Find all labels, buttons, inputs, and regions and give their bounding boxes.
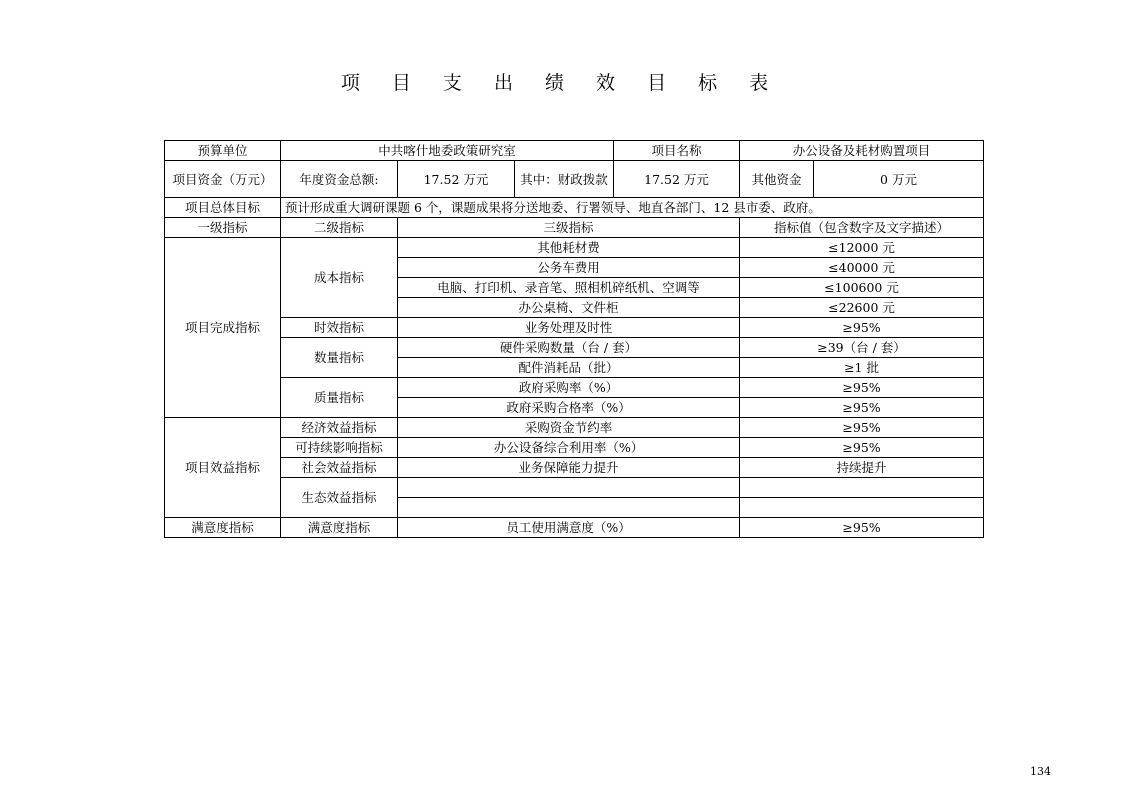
value-cell: ≥95% xyxy=(740,378,984,398)
table-row xyxy=(165,338,984,358)
value-cell: ≤22600 元 xyxy=(740,298,984,318)
group-benefit: 项目效益指标 xyxy=(165,418,281,518)
budget-unit-label: 预算单位 xyxy=(165,141,281,161)
column-header-row xyxy=(165,218,984,238)
table-row xyxy=(165,518,984,538)
table-row xyxy=(165,478,984,498)
value-cell: ≥39（台 / 套） xyxy=(740,338,984,358)
value-cell: ≤40000 元 xyxy=(740,258,984,278)
column-header-value: 指标值（包含数字及文字描述） xyxy=(740,218,984,238)
level3-cell: 其他耗材费 xyxy=(398,238,740,258)
level3-cell: 业务处理及时性 xyxy=(398,318,740,338)
value-cell: ≥95% xyxy=(740,438,984,458)
level2-satisfaction: 满意度指标 xyxy=(281,518,398,538)
level2-cost: 成本指标 xyxy=(281,238,398,318)
fiscal-funds-value: 17.52 万元 xyxy=(614,161,740,198)
funds-label: 项目资金（万元） xyxy=(165,161,281,198)
level2-social: 社会效益指标 xyxy=(281,458,398,478)
level3-cell xyxy=(398,498,740,518)
other-funds-value: 0 万元 xyxy=(814,161,984,198)
performance-target-table xyxy=(164,140,984,538)
value-cell: 持续提升 xyxy=(740,458,984,478)
level2-ecological: 生态效益指标 xyxy=(281,478,398,518)
level3-cell: 办公设备综合利用率（%） xyxy=(398,438,740,458)
level3-cell: 硬件采购数量（台 / 套） xyxy=(398,338,740,358)
table-row xyxy=(165,238,984,258)
value-cell xyxy=(740,478,984,498)
goal-label: 项目总体目标 xyxy=(165,198,281,218)
level3-cell: 公务车费用 xyxy=(398,258,740,278)
project-name-label: 项目名称 xyxy=(614,141,740,161)
level3-cell xyxy=(398,478,740,498)
value-cell: ≤12000 元 xyxy=(740,238,984,258)
column-header-level2: 二级指标 xyxy=(281,218,398,238)
goal-row xyxy=(165,198,984,218)
fiscal-funds-label: 其中：财政拨款 xyxy=(515,161,614,198)
value-cell xyxy=(740,498,984,518)
level2-quality: 质量指标 xyxy=(281,378,398,418)
project-name-value: 办公设备及耗材购置项目 xyxy=(740,141,984,161)
value-cell: ≥95% xyxy=(740,318,984,338)
other-funds-label: 其他资金 xyxy=(740,161,814,198)
table-row xyxy=(165,378,984,398)
level3-cell: 政府采购率（%） xyxy=(398,378,740,398)
level2-sustainable: 可持续影响指标 xyxy=(281,438,398,458)
level3-cell: 政府采购合格率（%） xyxy=(398,398,740,418)
value-cell: ≥1 批 xyxy=(740,358,984,378)
document-title: 项 目 支 出 绩 效 目 标 表 xyxy=(340,72,782,94)
value-cell: ≥95% xyxy=(740,398,984,418)
column-header-level1: 一级指标 xyxy=(165,218,281,238)
funds-row xyxy=(165,161,984,198)
level2-economic: 经济效益指标 xyxy=(281,418,398,438)
value-cell: ≤100600 元 xyxy=(740,278,984,298)
group-completion: 项目完成指标 xyxy=(165,238,281,418)
value-cell: ≥95% xyxy=(740,518,984,538)
value-cell: ≥95% xyxy=(740,418,984,438)
level3-cell: 配件消耗品（批） xyxy=(398,358,740,378)
level3-cell: 电脑、打印机、录音笔、照相机碎纸机、空调等 xyxy=(398,278,740,298)
annual-total-label: 年度资金总额: xyxy=(281,161,398,198)
header-row xyxy=(165,141,984,161)
table-row xyxy=(165,418,984,438)
goal-text: 预计形成重大调研课题 6 个，课题成果将分送地委、行署领导、地直各部门、12 县市委、政府。 xyxy=(281,198,984,218)
column-header-level3: 三级指标 xyxy=(398,218,740,238)
table-row xyxy=(165,318,984,338)
group-satisfaction: 满意度指标 xyxy=(165,518,281,538)
level3-cell: 办公桌椅、文件柜 xyxy=(398,298,740,318)
level3-cell: 业务保障能力提升 xyxy=(398,458,740,478)
level2-timeliness: 时效指标 xyxy=(281,318,398,338)
table-row xyxy=(165,438,984,458)
annual-total-value: 17.52 万元 xyxy=(398,161,515,198)
page-number: 134 xyxy=(1030,765,1051,778)
level3-cell: 采购资金节约率 xyxy=(398,418,740,438)
table-row xyxy=(165,458,984,478)
level2-quantity: 数量指标 xyxy=(281,338,398,378)
level3-cell: 员工使用满意度（%） xyxy=(398,518,740,538)
budget-unit-value: 中共喀什地委政策研究室 xyxy=(281,141,614,161)
